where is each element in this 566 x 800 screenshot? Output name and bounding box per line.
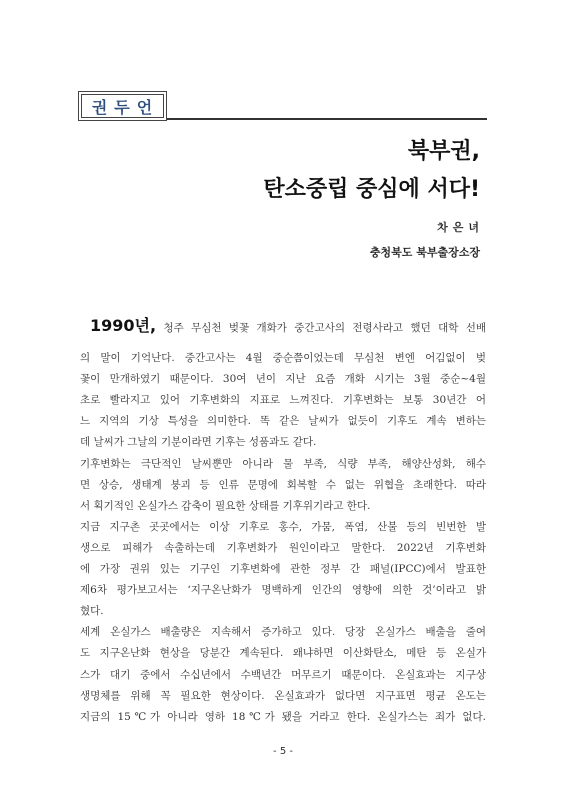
header-rule xyxy=(167,118,487,120)
body-line: 기후변화는 극단적인 날씨뿐만 아니라 물 부족, 식량 부족, 해양산성화, 해수 xyxy=(80,457,486,470)
body-line: 서 획기적인 온실가스 감축이 필요한 상태를 기후위기라고 한다. xyxy=(80,499,371,512)
body-line: 지금 지구촌 곳곳에서는 이상 기후로 홍수, 가뭄, 폭염, 산불 등의 빈번한 발 xyxy=(80,520,486,533)
body-line: 의 말이 기억난다. 중간고사는 4월 중순쯤이었는데 무심천 변엔 어김없이 벚 xyxy=(80,352,486,364)
body-line: 세계 온실가스 배출량은 지속해서 증가하고 있다. 당장 온실가스 배출을 줄여 xyxy=(80,626,486,639)
body-line: 에 가장 권위 있는 기구인 기후변화에 관한 정부 간 패널(IPCC)에서 발표한 xyxy=(80,563,486,575)
body-line: 생명체를 위해 꼭 필요한 현상이다. 온실효과가 없다면 지구표면 평균 온도는 xyxy=(80,689,486,702)
section-label-inner-frame xyxy=(81,94,164,118)
section-label-box xyxy=(78,91,167,121)
body-line: 데 날씨가 그날의 기분이라면 기후는 성품과도 같다. xyxy=(80,436,317,449)
title-line-1: 북부권, xyxy=(407,139,480,164)
body-line: 지금의 15℃가 아니라 영하 18℃가 됐을 거라고 한다. 온실가스는 죄가 없다. xyxy=(80,710,486,723)
body-line: 도 지구온난화 현상을 당분간 계속된다. 왜냐하면 이산화탄소, 메탄 등 온실가 xyxy=(80,647,486,660)
body-line: 스가 대기 중에서 수십년에서 수백년간 머무르기 때문이다. 온실효과는 지구상 xyxy=(80,668,486,681)
author-name: 차은녀 xyxy=(437,221,484,234)
section-label: 권두언 xyxy=(91,97,160,117)
title-line-2: 탄소중립 중심에 서다! xyxy=(263,177,480,202)
body-line: 제6차 평가보고서는 ‘지구온난화가 명백하게 인간의 영향에 의한 것’이라고 밝 xyxy=(80,584,486,597)
lead-text: 청주 무심천 벚꽃 개화가 중간고사의 전령사라고 했던 대학 선배 xyxy=(163,322,486,334)
body-line: 꽃이 만개하였기 때문이다. 30여 년이 지난 요즘 개화 시기는 3월 중순~4월 xyxy=(80,373,486,386)
body-line-lead xyxy=(80,316,486,335)
lead-year: 1990년, xyxy=(90,316,157,335)
page-number: - 5 - xyxy=(273,746,293,757)
author-role: 충청북도 북부출장소장 xyxy=(369,246,480,259)
body-line: 느 지역의 기상 특성을 의미한다. 똑 같은 날씨가 없듯이 기후도 계속 변하는 xyxy=(80,415,486,428)
body-line: 혔다. xyxy=(80,605,104,618)
body-line: 면 상승, 생태계 붕괴 등 인류 문명에 회복할 수 없는 위협을 초래한다. 따라 xyxy=(80,478,486,491)
body-line: 초로 빨라지고 있어 기후변화의 지표로 느껴진다. 기후변화는 보통 30년간 어 xyxy=(80,394,486,407)
body-line: 생으로 피해가 속출하는데 기후변화가 원인이라고 말한다. 2022년 기후변화 xyxy=(80,541,486,554)
